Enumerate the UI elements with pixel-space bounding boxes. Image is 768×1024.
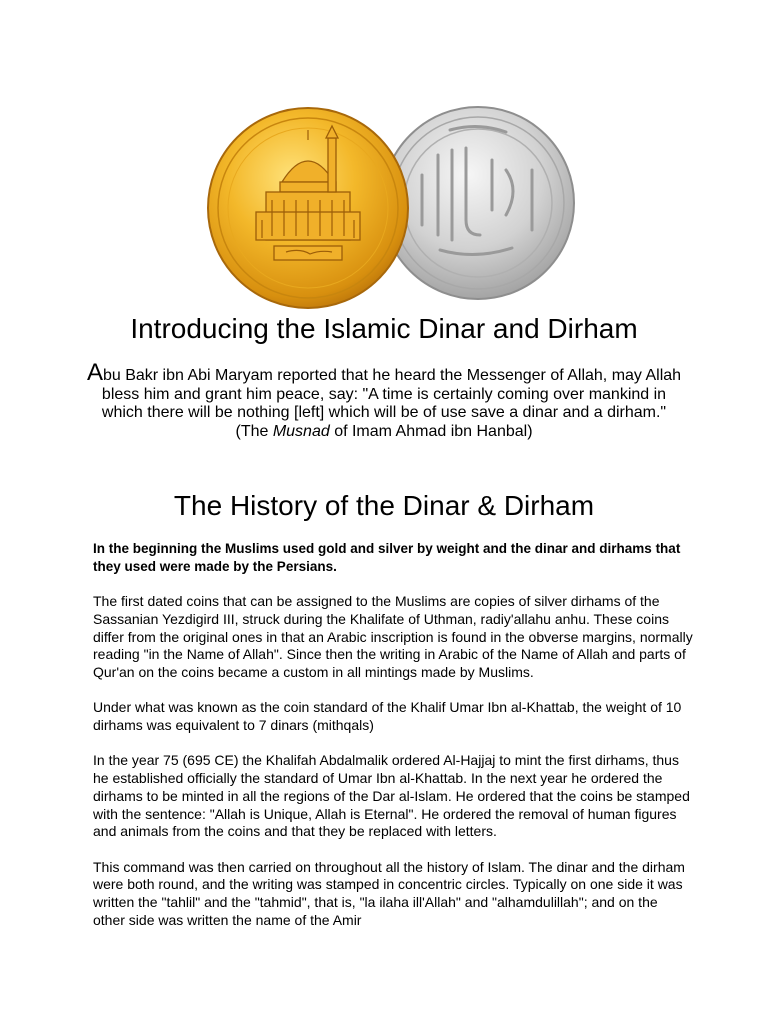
- paragraph-1: The first dated coins that can be assigned to the Muslims are copies of silver dirhams of the Sassanian Yezdigird III, struck during the Khalifate of Uthman, radiy'allahu anhu. These coins differ from the original ones in that an Arabic inscription is found in the obverse margins, normally reading "in the Name of Allah". Since then the writing in Arabic of the Name of Allah and parts of Qur'an on the coins became a custom in all mintings made by Muslims.: [93, 593, 693, 680]
- paragraph-3: In the year 75 (695 CE) the Khalifah Abdalmalik ordered Al-Hajjaj to mint the first dirhams, thus he established officially the standard of Umar Ibn al-Khattab. In the next year he ordered the dirhams to be minted in all the regions of the Dar al-Islam. He ordered that the coins be stamped with the sentence: "Allah is Unique, Allah is Eternal". He ordered the removal of human figures and animals from the coins and that they be replaced with letters.: [93, 752, 690, 840]
- page-title: Introducing the Islamic Dinar and Dirham: [130, 313, 638, 344]
- hadith-quote: [84, 359, 684, 441]
- paragraph-2: Under what was known as the coin standard of the Khalif Umar Ibn al-Khattab, the weight of 10 dirhams was equivalent to 7 dinars (mithqals): [93, 699, 682, 733]
- coin-illustration: [200, 100, 580, 312]
- hadith-source-book: Musnad: [272, 422, 330, 440]
- drop-cap: A: [86, 359, 103, 386]
- silver-dirham-coin-icon: [382, 107, 574, 299]
- paragraph-4: This command was then carried on throughout all the history of Islam. The dinar and the dirham were both round, and the writing was stamped in concentric circles. Typically on one side it was written the "tahlil" and the "tahmid", that is, "la ilaha ill'Allah" and "alhamdulillah"; and on the other side was written the name of the Amir: [93, 858, 685, 928]
- hadith-source: [84, 423, 684, 442]
- hadith-source-suffix: of Imam Ahmad ibn Hanbal): [329, 422, 533, 440]
- lead-paragraph: In the beginning the Muslims used gold and silver by weight and the dinar and dirhams that they used were made by the Persians.: [93, 541, 681, 574]
- body-text: [93, 540, 693, 947]
- hadith-source-prefix: (The: [235, 422, 273, 440]
- section-title: The History of the Dinar & Dirham: [173, 490, 595, 521]
- gold-dinar-coin-icon: [208, 108, 408, 308]
- hadith-text: bu Bakr ibn Abi Maryam reported that he heard the Messenger of Allah, may Allah bless him and grant him peace, say: "A time is certainly coming over mankind in which there will be nothing [left] which will be of use save a dinar and a dirham.": [101, 367, 682, 422]
